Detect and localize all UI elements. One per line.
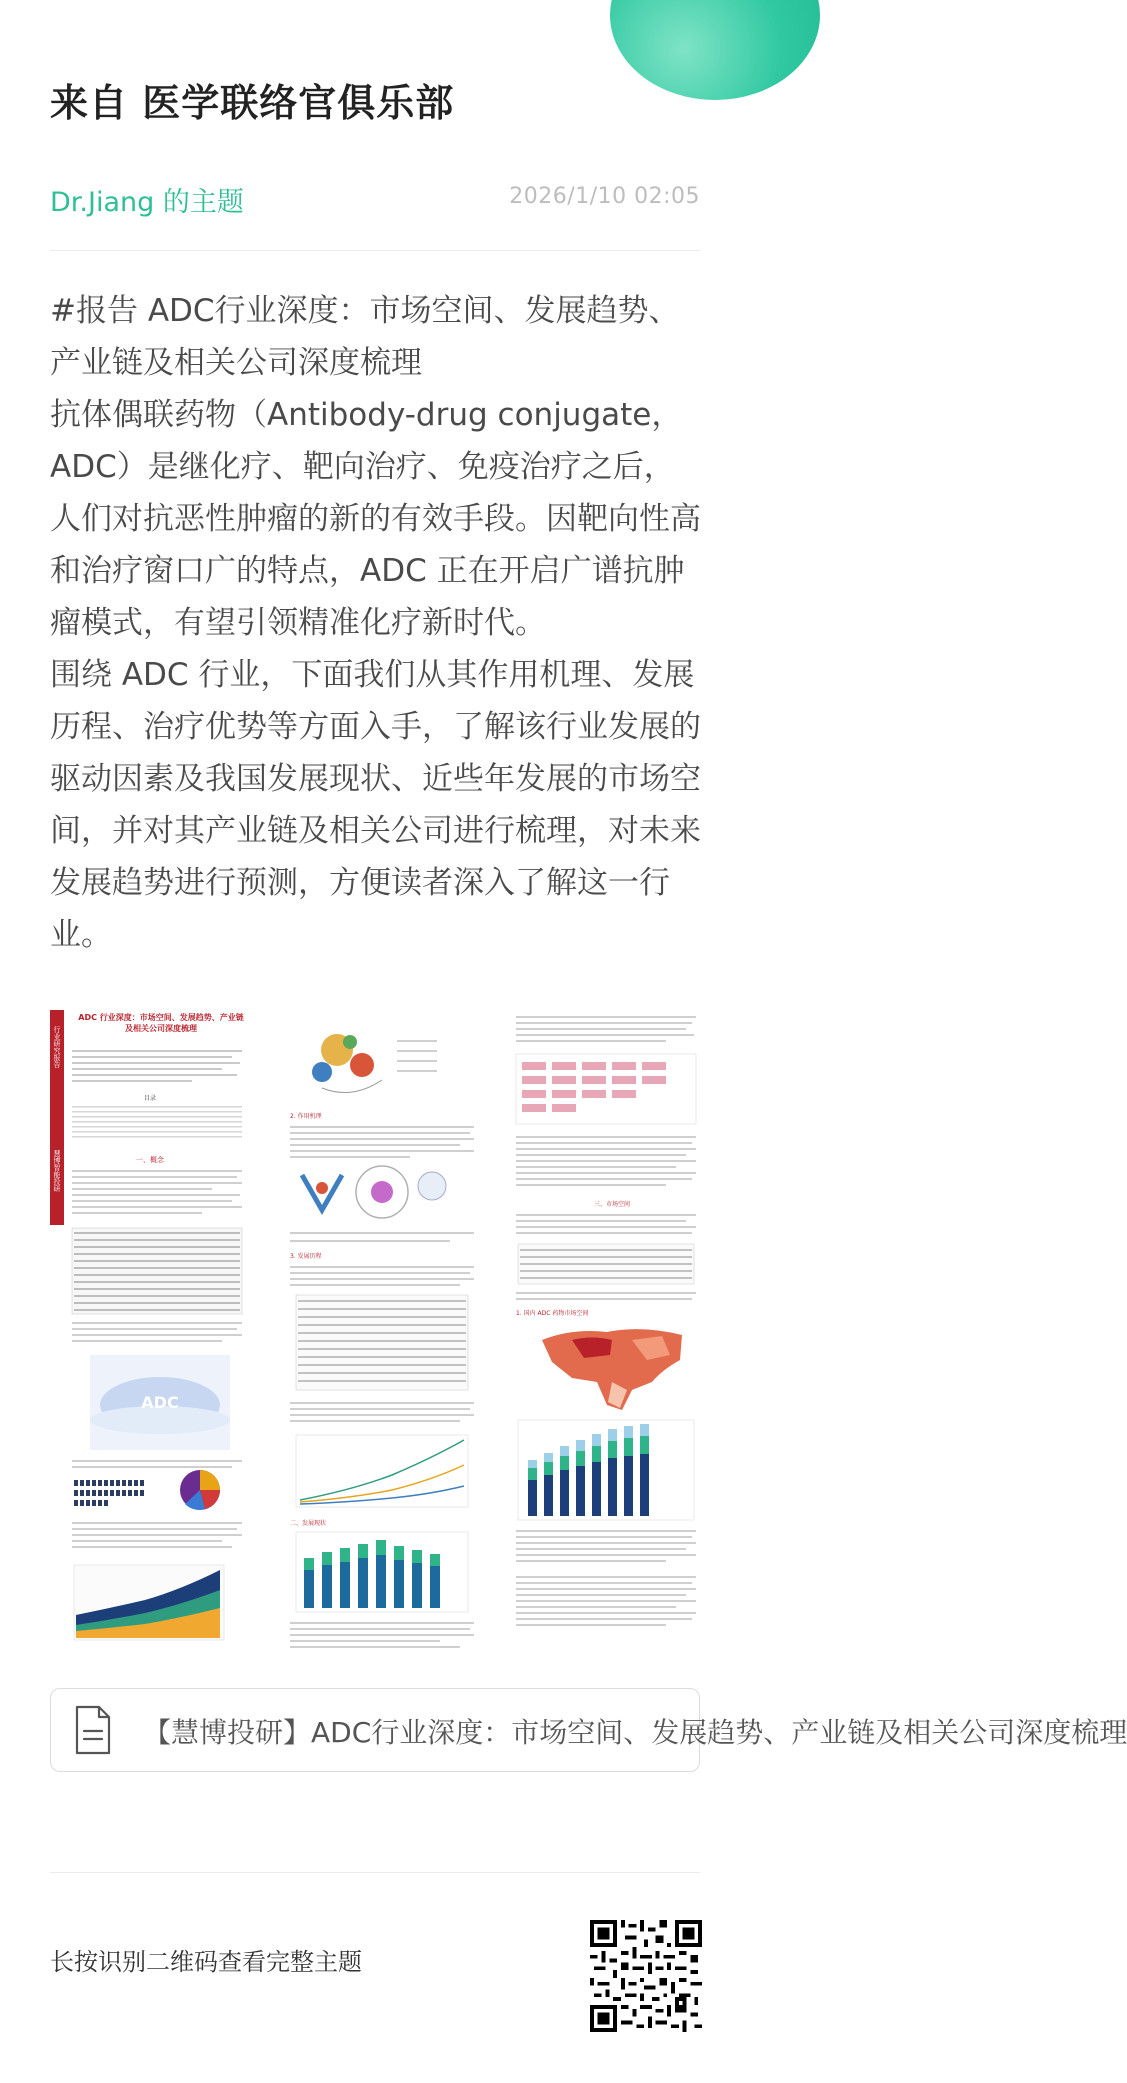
post-timestamp: 2026/1/10 02:05 xyxy=(509,184,700,209)
document-page-2[interactable] xyxy=(282,1010,482,1660)
post-paragraph-title: #报告 ADC行业深度：市场空间、发展趋势、产业链及相关公司深度梳理 xyxy=(50,293,680,381)
page1-toc: 目录 xyxy=(143,1095,157,1102)
page1-section: 一、概念 xyxy=(136,1156,164,1164)
page1-title: ADC 行业深度：市场空间、发展趋势、产业链及相关公司深度梳理 xyxy=(78,1013,244,1033)
page1-side-bottom: 慧博智能投研 xyxy=(53,1150,61,1192)
post-paragraph-outline: 围绕 ADC 行业，下面我们从其作用机理、发展历程、治疗优势等方面入手，了解该行业发展的驱动因素及我国发展现状、近些年发展的市场空间，并对其产业链及相关公司进行梳理，对未来发展趋势进行预测，方便读者深入了解这一行业。 xyxy=(50,657,701,953)
page2-section-3: 二、发展现状 xyxy=(290,1520,327,1527)
meta-row xyxy=(50,180,700,220)
page2-section-2: 3. 发展历程 xyxy=(290,1253,322,1260)
page-title: 来自 医学联络官俱乐部 xyxy=(50,81,455,125)
author-link[interactable]: Dr.Jiang 的主题 xyxy=(50,187,244,218)
document-page-2-art xyxy=(282,1010,482,1660)
attachment-label: 【慧博投研】ADC行业深度：市场空间、发展趋势、产业链及相关公司深度梳理 xyxy=(143,1716,1127,1749)
divider-bottom xyxy=(50,1872,700,1873)
attachment-card[interactable] xyxy=(50,1688,1127,1772)
page3-section-1: 三、市场空间 xyxy=(593,1201,631,1208)
post-body xyxy=(50,285,705,961)
document-page-1[interactable] xyxy=(50,1010,250,1660)
qr-prompt-text: 长按识别二维码查看完整主题 xyxy=(50,1948,362,1976)
document-page-3-art xyxy=(512,1010,712,1660)
corner-decoration xyxy=(610,0,820,100)
page1-logo: ADC xyxy=(141,1393,179,1412)
post-paragraph-intro: 抗体偶联药物（Antibody-drug conjugate，ADC）是继化疗、靶向治疗、免疫治疗之后，人们对抗恶性肿瘤的新的有效手段。因靶向性高和治疗窗口广的特点，ADC 正在开启广谱抗肿瘤模式，有望引领精准化疗新时代。 xyxy=(50,397,701,641)
page3-section-2: 1. 国内 ADC 药物市场空间 xyxy=(516,1310,589,1317)
document-icon xyxy=(73,1705,113,1755)
document-page-3[interactable] xyxy=(512,1010,712,1660)
divider-top xyxy=(50,250,700,251)
qr-code-icon[interactable] xyxy=(590,1920,702,2032)
page1-side-top: 行业研究报告 xyxy=(53,1026,61,1068)
page2-section-1: 2. 作用机理 xyxy=(290,1113,322,1120)
document-page-1-art xyxy=(50,1010,250,1660)
